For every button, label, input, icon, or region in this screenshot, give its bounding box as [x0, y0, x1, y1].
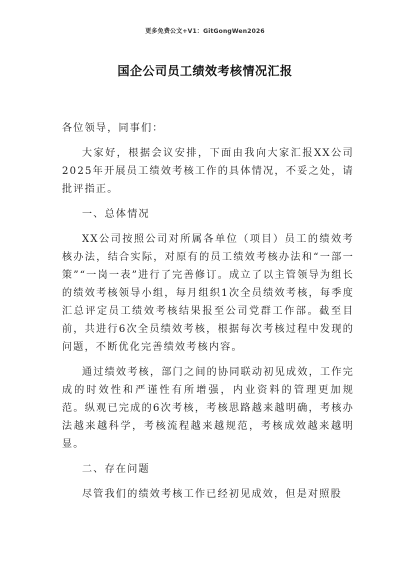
problems-paragraph-1: 尽管我们的绩效考核工作已经初见成效，但是对照股	[82, 489, 342, 500]
overview-paragraph-2: 通过绩效考核，部门之间的协同联动初见成效，工作完成的时效性和严谨性有所增强，内业资料的管理更加规范。纵观已完成的6次考核，考核思路越来越明确，考核办法越来越科学，考核流程越来越规范，考核成效越来越明显。	[62, 367, 354, 450]
overview-paragraph-1: XX公司按照公司对所属各单位（项目）员工的绩效考核办法，结合实际，对原有的员工绩效考核办法和“一部一策”“一岗一表”进行了完善修订。成立了以主管领导为组长的绩效考核领导小组，每月组织1次全员绩效考核，每季度汇总评定员工绩效考核结果报至公司党群工作部。截至目前，共进行6次全员绩效考核，根据每次考核过程中发现的问题，不断优化完善绩效考核内容。	[62, 234, 354, 353]
document-body	[62, 120, 354, 511]
section-heading-overview: 一、总体情况	[82, 209, 150, 220]
document-title: 国企公司员工绩效考核情况汇报	[117, 64, 293, 78]
intro-paragraph: 大家好，根据会议安排，下面由我向大家汇报XX公司2025年开展员工绩效考核工作的具体情况，不妥之处，请批评指正。	[62, 148, 354, 195]
section-heading-problems: 二、存在问题	[82, 464, 150, 475]
header-watermark: 更多免费公文+V1：GitGongWen2026	[145, 28, 265, 35]
salutation: 各位领导，同事们：	[62, 123, 164, 134]
